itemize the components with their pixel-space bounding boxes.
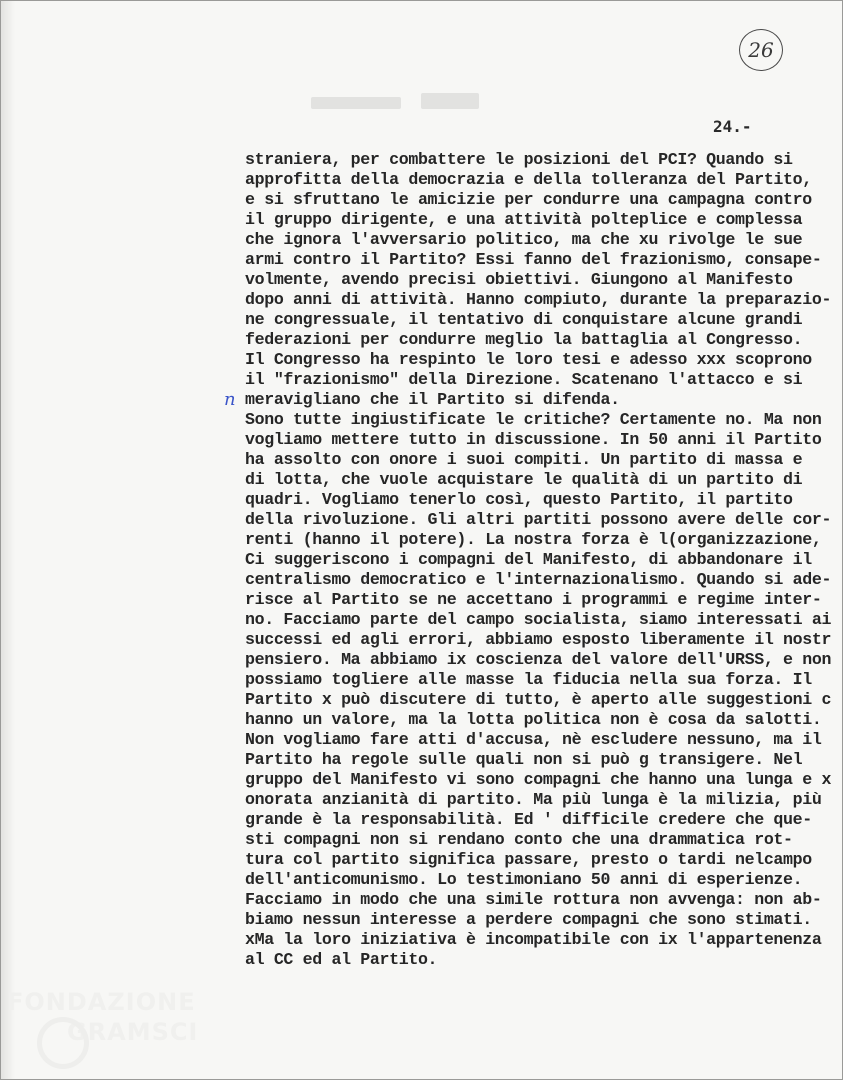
- watermark-logo-icon: [37, 1017, 89, 1069]
- text-line: quadri. Vogliamo tenerlo così, questo Partito, il partito: [245, 490, 793, 509]
- text-line: armi contro il Partito? Essi fanno del frazionismo, consape-: [245, 250, 822, 269]
- paper-smudge: [421, 93, 479, 109]
- text-line: onorata anzianità di partito. Ma più lunga è la milizia, più: [245, 790, 822, 809]
- text-line: Facciamo in modo che una simile rottura non avvenga: non ab-: [245, 890, 822, 909]
- text-line: hanno un valore, ma la lotta politica non è cosa da salotti.: [245, 710, 822, 729]
- archive-number-stamp: 26: [739, 29, 783, 71]
- text-line: pensiero. Ma abbiamo ix coscienza del valore dell'URSS, e non: [245, 650, 832, 669]
- text-line: Partito x può discutere di tutto, è aperto alle suggestioni c: [245, 690, 832, 709]
- text-line: Sono tutte ingiustificate le critiche? Certamente no. Ma non: [245, 410, 822, 429]
- text-line: Ci suggeriscono i compagni del Manifesto, di abbandonare il: [245, 550, 812, 569]
- text-line: meravigliano che il Partito si difenda.: [245, 390, 620, 409]
- handwritten-margin-note: n: [224, 389, 236, 410]
- text-line: possiamo togliere alle masse la fiducia nella sua forza. Il: [245, 670, 812, 689]
- text-line: il "frazionismo" della Direzione. Scatenano l'attacco e si: [245, 370, 803, 389]
- text-line: che ignora l'avversario politico, ma che xu rivolge le sue: [245, 230, 803, 249]
- scan-edge-shadow: [1, 1, 15, 1079]
- typewritten-body: [245, 150, 843, 970]
- text-line: vogliamo mettere tutto in discussione. In 50 anni il Partito: [245, 430, 822, 449]
- text-line: Partito ha regole sulle quali non si può g transigere. Nel: [245, 750, 803, 769]
- text-line: no. Facciamo parte del campo socialista, siamo interessati ai: [245, 610, 832, 629]
- text-line: centralismo democratico e l'internazionalismo. Quando si ade-: [245, 570, 832, 589]
- text-line: Il Congresso ha respinto le loro tesi e adesso xxx scoprono: [245, 350, 812, 369]
- text-line: della rivoluzione. Gli altri partiti possono avere delle cor-: [245, 510, 832, 529]
- text-line: e si sfruttano le amicizie per condurre una campagna contro: [245, 190, 812, 209]
- text-line: tura col partito significa passare, presto o tardi nelcampo: [245, 850, 812, 869]
- paper-smudge: [311, 97, 401, 109]
- text-line: grande è la responsabilità. Ed ' difficile credere che que-: [245, 810, 812, 829]
- text-line: approfitta della democrazia e della tolleranza del Partito,: [245, 170, 812, 189]
- text-line: xMa la loro iniziativa è incompatibile con ix l'appartenenza: [245, 930, 822, 949]
- text-line: renti (hanno il potere). La nostra forza è l(organizzazione,: [245, 530, 822, 549]
- fondazione-gramsci-watermark: [7, 987, 198, 1047]
- text-line: volmente, avendo precisi obiettivi. Giungono al Manifesto: [245, 270, 793, 289]
- watermark-line-2: GRAMSCI: [67, 1018, 199, 1046]
- text-line: straniera, per combattere le posizioni del PCI? Quando si: [245, 150, 793, 169]
- page-number: 24.-: [713, 117, 752, 136]
- text-line: il gruppo dirigente, e una attività polteplice e complessa: [245, 210, 803, 229]
- text-line: al CC ed al Partito.: [245, 950, 438, 969]
- watermark-line-1: FONDAZIONE: [7, 988, 196, 1016]
- text-line: gruppo del Manifesto vi sono compagni che hanno una lunga e x: [245, 770, 832, 789]
- text-line: Non vogliamo fare atti d'accusa, nè escludere nessuno, ma il: [245, 730, 822, 749]
- text-line: dopo anni di attività. Hanno compiuto, durante la preparazio-: [245, 290, 832, 309]
- text-line: ne congressuale, il tentativo di conquistare alcune grandi: [245, 310, 803, 329]
- text-line: di lotta, che vuole acquistare le qualità di un partito di: [245, 470, 803, 489]
- text-line: ha assolto con onore i suoi compiti. Un partito di massa e: [245, 450, 803, 469]
- text-line: successi ed agli errori, abbiamo esposto liberamente il nostr: [245, 630, 832, 649]
- text-line: federazioni per condurre meglio la battaglia al Congresso.: [245, 330, 803, 349]
- text-line: risce al Partito se ne accettano i programmi e regime inter-: [245, 590, 822, 609]
- text-line: sti compagni non si rendano conto che una drammatica rot-: [245, 830, 793, 849]
- text-line: biamo nessun interesse a perdere compagni che sono stimati.: [245, 910, 812, 929]
- text-line: dell'anticomunismo. Lo testimoniano 50 anni di esperienze.: [245, 870, 803, 889]
